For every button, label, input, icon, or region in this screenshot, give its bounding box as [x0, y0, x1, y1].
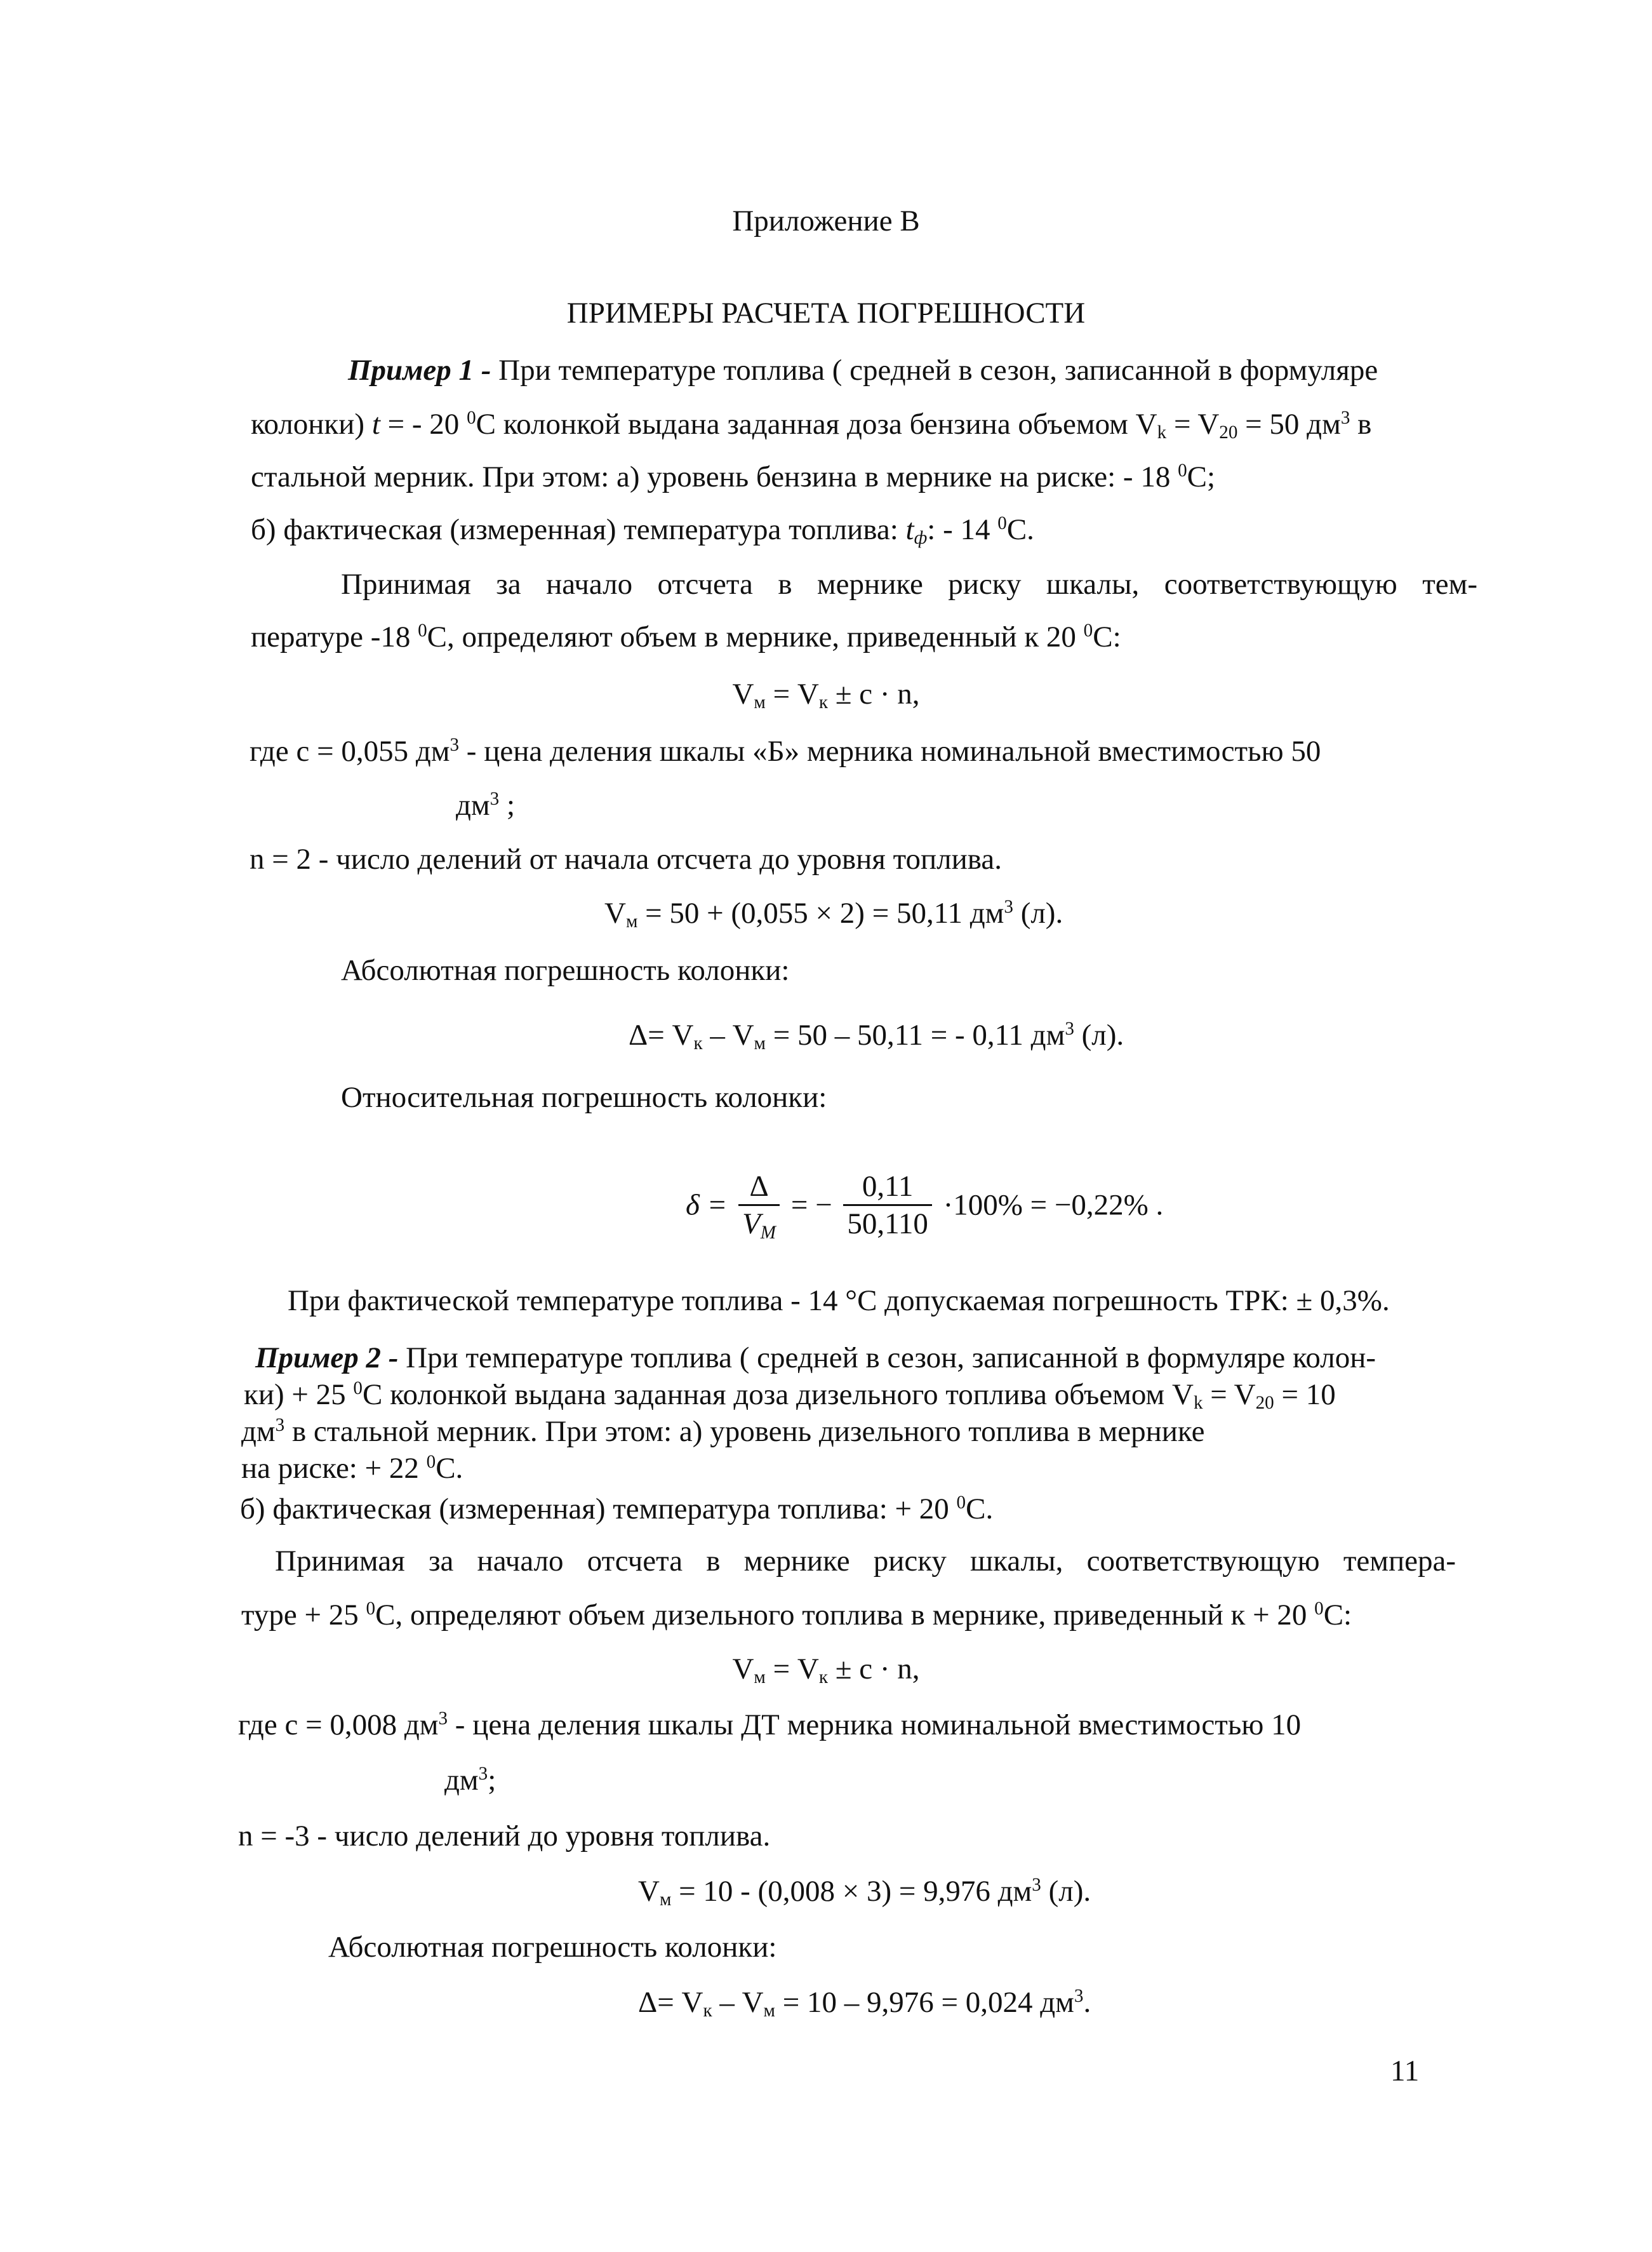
ex2-abs-heading: Абсолютная погрешность колонки:	[328, 1931, 777, 1964]
section-heading: ПРИМЕРЫ РАСЧЕТА ПОГРЕШНОСТИ	[566, 297, 1086, 330]
ex2-line-2: ки) + 25 $^0$С колонкой выдана заданная доза дизельного топлива объемом $V_k = V_{20} = 10$	[244, 1377, 1336, 1414]
ex1-abs-heading: Абсолютная погрешность колонки:	[341, 954, 790, 987]
ex1-line-4: б) фактическая (измеренная) температура топлива: $t_ф$: - 14 $^0$С.	[251, 513, 1034, 549]
ex2-line-1: Пример 2 - При температуре топлива ( средней в сезон, записанной в формуляре колон-	[255, 1341, 1376, 1374]
ex2-where-n: n = -3 - число делений до уровня топлива.	[238, 1820, 771, 1853]
ex2-line-3: $дм^3$ в стальной мерник. При этом: а) уровень дизельного топлива в мернике	[241, 1414, 1205, 1448]
ex1-formula-rel: δ = $\frac{\Delta}{V_M}$ = − $\frac{0,11}{50,110}$ ·100% = −0,22% .	[686, 1170, 1164, 1243]
ex1-note: При фактической температуре топлива - 14 °С допускаемая погрешность ТРК: ± 0,3%.	[288, 1284, 1390, 1317]
ex1-line-3: стальной мерник. При этом: а) уровень бензина в мернике на риске: - 18 $^0$С;	[251, 460, 1216, 493]
ex1-line-1: Пример 1 - При температуре топлива ( средней в сезон, записанной в формуляре	[348, 354, 1378, 387]
ex1-line-5: Принимая за начало отсчета в мернике риску шкалы, соответствующую тем-	[341, 568, 1477, 601]
ex2-line-5: б) фактическая (измеренная) температура топлива: + 20 $^0$С.	[240, 1492, 994, 1525]
ex1-formula-abs: $\Delta= V_к - V_м = 50 - 50,11$ = - 0,11 $дм^3$ (л).	[629, 1018, 1124, 1054]
ex1-line-2: колонки) t = - 20 $^0$С колонкой выдана заданная доза бензина объемом $V_k = V_{20} = 50$ $дм^3$ в	[251, 407, 1372, 443]
ex2-line-4: на риске: + 22 $^0$С.	[241, 1451, 463, 1485]
ex1-rel-heading: Относительная погрешность колонки:	[341, 1081, 827, 1114]
ex2-formula-vm: $V_м = 10 - (0,008 \times 3) = 9,976$ $дм^3$ (л).	[638, 1874, 1091, 1910]
page-number: 11	[1390, 2054, 1420, 2088]
ex2-line-6: Принимая за начало отсчета в мернике риску шкалы, соответствующую темпера-	[275, 1545, 1456, 1578]
appendix-title: Приложение В	[732, 204, 920, 238]
ex2-formula-volume: $V_м = V_к \pm с \cdot n$,	[732, 1652, 920, 1688]
ex1-where-c-unit: $дм^3$ ;	[456, 788, 516, 822]
ex2-formula-abs: $\Delta= V_к - V_м = 10 - 9,976 = 0,024$ $дм^3$.	[638, 1985, 1091, 2021]
ex1-formula-volume: $V_м = V_к \pm с \cdot n$,	[732, 678, 920, 713]
ex1-formula-vm: $V_м = 50 + (0,055 \times 2) = 50,11$ $дм^3$ (л).	[604, 896, 1063, 932]
ex1-where-c: где с = 0,055 $дм^3$ - цена деления шкалы «Б» мерника номинальной вместимостью 50	[250, 734, 1321, 768]
ex1-line-6: пературе -18 $^0$С, определяют объем в мернике, приведенный к 20 $^0$С:	[251, 620, 1121, 653]
ex2-line-7: туре + 25 $^0$С, определяют объем дизельного топлива в мернике, приведенный к + 20 $^0$С:	[241, 1598, 1352, 1632]
ex2-where-c-unit: $дм^3$;	[444, 1763, 496, 1797]
ex1-where-n: n = 2 - число делений от начала отсчета до уровня топлива.	[250, 843, 1002, 876]
ex2-where-c: где с = 0,008 $дм^3$ - цена деления шкалы ДТ мерника номинальной вместимостью 10	[238, 1708, 1302, 1741]
